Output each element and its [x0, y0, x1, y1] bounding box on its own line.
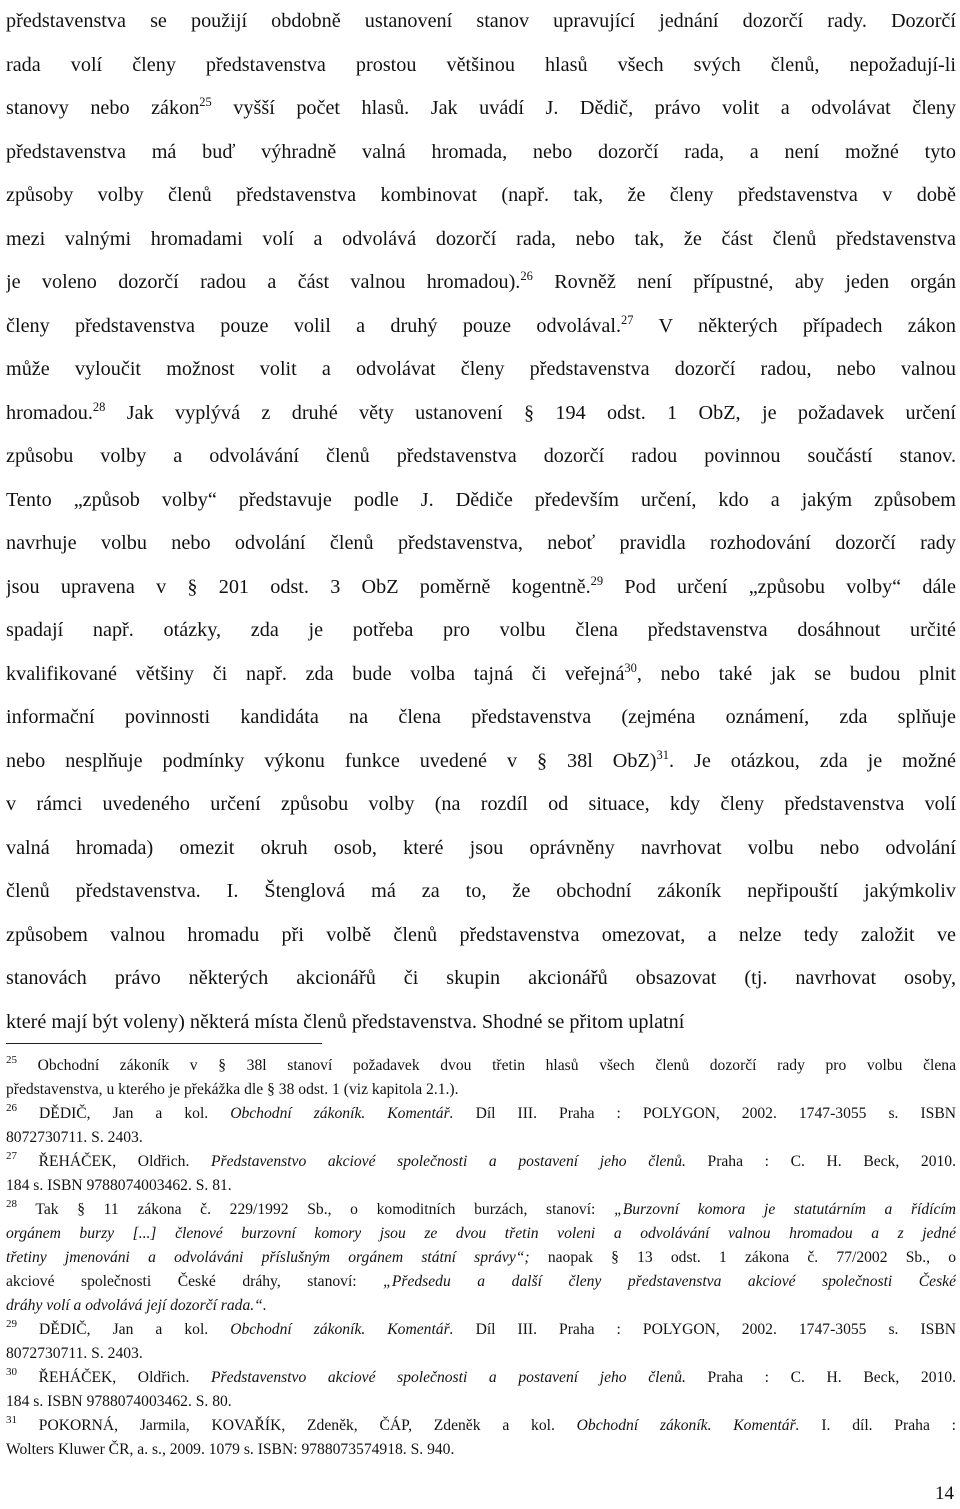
footnote-text: ŘEHÁČEK, Oldřich.	[38, 1153, 211, 1170]
footnote-line	[6, 1294, 956, 1318]
body-text-segment: nebo nesplňuje podmínky výkonu funkce uvedené v § 38l ObZ)	[6, 749, 657, 772]
body-text-segment: informační povinnosti kandidáta na člena představenstva (zejména oznámení, zda splňuje	[6, 706, 956, 728]
body-line	[6, 479, 956, 523]
body-line	[6, 305, 956, 349]
page-number: 14	[935, 1483, 954, 1504]
footnote-title-text: Představenstvo akciové společnosti a postavení jeho členů.	[210, 1153, 686, 1170]
body-text-segment: způsobem valnou hromadu při volbě členů představenstva omezovat, a nelze tedy založit ve	[6, 923, 956, 946]
footnote-number: 31	[6, 1414, 17, 1426]
footnote-reference[interactable]: 31	[656, 747, 670, 762]
footnote-title-text: Obchodní zákoník. Komentář.	[576, 1417, 800, 1434]
body-text-segment: Tento „způsob volby“ představuje podle J. Dědiče především určení, kdo a jakým způsobem	[6, 488, 956, 511]
body-line	[6, 783, 956, 827]
footnote-text: Tak § 11 zákona č. 229/1992 Sb., o komoditních burzách, stanoví:	[35, 1201, 615, 1218]
footnote-text: Díl III. Praha : POLYGON, 2002. 1747-3055 s. ISBN	[453, 1321, 956, 1338]
footnote-line	[6, 1318, 956, 1342]
body-text-segment: jsou upravena v § 201 odst. 3 ObZ poměrně kogentně.	[6, 575, 591, 598]
footnote-title-text: třetiny jmenováni a odvoláváni příslušným orgánem státní správy“;	[6, 1249, 530, 1266]
body-text-segment: které mají být voleny) některá místa členů představenstva. Shodné se přitom uplatní	[6, 1010, 685, 1033]
footnote-line	[6, 1222, 956, 1246]
body-text-segment: představenstva má buď výhradně valná hromada, nebo dozorčí rada, a není možné tyto	[6, 140, 956, 163]
footnote-line	[6, 1198, 956, 1222]
footnote-reference[interactable]: 28	[92, 399, 106, 414]
body-text-segment: rada volí členy představenstva prostou většinou hlasů všech svých členů, nepožadují-li	[6, 53, 956, 76]
body-line	[6, 914, 956, 958]
body-text-segment: , nebo také jak se budou plnit	[636, 662, 956, 685]
body-line	[6, 870, 956, 914]
body-text-segment: způsobu volby a odvolávání členů představenstva dozorčí radou povinnou součástí stanov.	[6, 445, 956, 467]
footnote-line	[6, 1246, 956, 1270]
body-text-segment: členů představenstva. I. Štenglová má za to, že obchodní zákoník nepřipouští jakýmkoliv	[6, 880, 956, 902]
body-text-segment: je voleno dozorčí radou a část valnou hromadou).	[6, 271, 521, 293]
footnote-line	[6, 1054, 956, 1078]
footnote-text: 8072730711. S. 2403.	[6, 1345, 143, 1362]
body-line	[6, 827, 956, 871]
footnote-30	[6, 1366, 956, 1414]
body-line	[6, 348, 956, 392]
body-line	[6, 740, 956, 784]
footnotes	[6, 1054, 956, 1462]
footnote-line	[6, 1390, 956, 1414]
footnote-title-text: orgánem burzy [...] členové burzovní komory jsou ze dvou třetin voleni a odvolávání valnou hromadou a z jedné	[6, 1225, 956, 1242]
body-text-segment: valná hromada) omezit okruh osob, které jsou oprávněny navrhovat volbu nebo odvolání	[6, 836, 956, 859]
body-line	[6, 44, 956, 88]
footnote-31	[6, 1414, 956, 1462]
footnote-text: Wolters Kluwer ČR, a. s., 2009. 1079 s. ISBN: 9788073574918. S. 940.	[6, 1441, 455, 1458]
footnote-text: Díl III. Praha : POLYGON, 2002. 1747-3055 s. ISBN	[453, 1105, 956, 1122]
body-line	[6, 653, 956, 697]
body-text-segment: stanovy nebo zákon	[6, 97, 200, 119]
footnote-separator	[6, 1043, 322, 1044]
body-text-segment: spadají např. otázky, zda je potřeba pro volbu člena představenstva dosáhnout určité	[6, 619, 956, 641]
body-line	[6, 522, 956, 566]
body-text-segment: . Je otázkou, zda je možné	[669, 749, 956, 772]
footnote-reference[interactable]: 27	[621, 312, 634, 327]
footnote-text: DĚDIČ, Jan a kol.	[39, 1105, 231, 1122]
footnote-text: Praha : C. H. Beck, 2010.	[685, 1369, 956, 1386]
body-line	[6, 957, 956, 1001]
body-text-segment: stanovách právo některých akcionářů či skupin akcionářů obsazovat (tj. navrhovat osoby,	[6, 967, 956, 989]
body-text-segment: způsoby volby členů představenstva kombinovat (např. tak, že členy představenstva v době	[6, 184, 956, 206]
footnote-number: 28	[6, 1198, 17, 1210]
body-line	[6, 435, 956, 479]
footnote-text: I. díl. Praha :	[799, 1417, 956, 1434]
body-text-segment: Rovněž není přípustné, aby jeden orgán	[532, 271, 956, 293]
footnote-text: DĚDIČ, Jan a kol.	[39, 1321, 231, 1338]
footnote-line	[6, 1414, 956, 1438]
footnote-27	[6, 1150, 956, 1198]
body-line	[6, 261, 956, 305]
footnote-number: 26	[6, 1102, 17, 1114]
footnote-text: naopak § 13 odst. 1 zákona č. 77/2002 Sb., o	[529, 1249, 956, 1266]
body-text-segment: Jak vyplývá z druhé věty ustanovení § 194 odst. 1 ObZ, je požadavek určení	[105, 401, 956, 424]
footnote-line	[6, 1270, 956, 1294]
footnote-title-text: Obchodní zákoník. Komentář.	[230, 1105, 454, 1122]
footnote-28	[6, 1198, 956, 1318]
body-text-segment: kvalifikované většiny či např. zda bude volba tajná či veřejná	[6, 662, 625, 685]
footnote-title-text: „Burzovní komora je statutárním a řídícím	[614, 1201, 956, 1218]
footnote-line	[6, 1102, 956, 1126]
footnote-text: ŘEHÁČEK, Oldřich.	[38, 1369, 211, 1386]
footnote-reference[interactable]: 29	[590, 573, 604, 588]
body-line	[6, 0, 956, 44]
body-text-segment: Pod určení „způsobu volby“ dále	[603, 575, 956, 598]
footnote-line	[6, 1174, 956, 1198]
body-line	[6, 174, 956, 218]
footnote-number: 27	[6, 1150, 17, 1162]
footnote-text: 8072730711. S. 2403.	[6, 1129, 143, 1146]
footnote-number: 30	[6, 1366, 17, 1378]
footnote-number: 29	[6, 1318, 17, 1330]
body-line	[6, 566, 956, 610]
footnote-text: Praha : C. H. Beck, 2010.	[685, 1153, 956, 1170]
body-text-segment: V některých případech zákon	[633, 314, 956, 337]
footnote-26	[6, 1102, 956, 1150]
footnote-title-text: dráhy volí a odvolává její dozorčí rada.“.	[6, 1297, 267, 1314]
footnote-text: akciové společnosti České dráhy, stanoví:	[6, 1273, 384, 1290]
footnote-title-text: Představenstvo akciové společnosti a postavení jeho členů.	[210, 1369, 686, 1386]
body-line	[6, 131, 956, 175]
body-text-segment: v rámci uvedeného určení způsobu volby (na rozdíl od situace, kdy členy představenstva volí	[6, 793, 956, 815]
footnote-text: 184 s. ISBN 9788074003462. S. 80.	[6, 1393, 232, 1410]
footnote-text: POKORNÁ, Jarmila, KOVAŘÍK, Zdeněk, ČÁP, Zdeněk a kol.	[38, 1417, 577, 1434]
body-line	[6, 392, 956, 436]
body-text-segment: vyšší počet hlasů. Jak uvádí J. Dědič, právo volit a odvolávat členy	[211, 97, 956, 119]
footnote-text: 184 s. ISBN 9788074003462. S. 81.	[6, 1177, 232, 1194]
footnote-text: představenstva, u kterého je překážka dle § 38 odst. 1 (viz kapitola 2.1.).	[6, 1081, 459, 1098]
body-text-segment: mezi valnými hromadami volí a odvolává dozorčí rada, nebo tak, že část členů představenstva	[6, 227, 956, 250]
footnote-line	[6, 1438, 956, 1462]
footnote-reference[interactable]: 30	[624, 660, 637, 675]
body-text-segment: navrhuje volbu nebo odvolání členů představenstva, neboť pravidla rozhodování dozorčí rady	[6, 532, 956, 554]
body-text-segment: hromadou.	[6, 401, 93, 424]
footnote-title-text: Obchodní zákoník. Komentář.	[230, 1321, 454, 1338]
body-paragraph	[6, 0, 956, 1044]
footnote-title-text: „Předsedu a další členy představenstva akciové společnosti České	[383, 1273, 956, 1290]
body-line	[6, 87, 956, 131]
footnote-line	[6, 1126, 956, 1150]
footnote-text: Obchodní zákoník v § 38l stanoví požadavek dvou třetin hlasů všech členů dozorčí rady pro volbu člena	[37, 1057, 956, 1074]
footnote-reference[interactable]: 25	[199, 95, 212, 109]
body-text-segment: členy představenstva pouze volil a druhý pouze odvolával.	[6, 314, 622, 337]
footnote-line	[6, 1342, 956, 1366]
body-line	[6, 609, 956, 653]
body-text-segment: představenstva se použijí obdobně ustanovení stanov upravující jednání dozorčí rady. Dozorčí	[6, 10, 956, 32]
footnote-line	[6, 1366, 956, 1390]
body-line	[6, 696, 956, 740]
footnote-reference[interactable]: 26	[520, 269, 533, 283]
footnote-number: 25	[6, 1054, 17, 1066]
footnote-29	[6, 1318, 956, 1366]
footnote-line	[6, 1150, 956, 1174]
body-text-segment: může vyloučit možnost volit a odvolávat členy představenstva dozorčí radou, nebo valnou	[6, 358, 956, 380]
body-line	[6, 218, 956, 262]
body-line	[6, 1001, 956, 1045]
footnote-25	[6, 1054, 956, 1102]
footnote-line	[6, 1078, 956, 1102]
